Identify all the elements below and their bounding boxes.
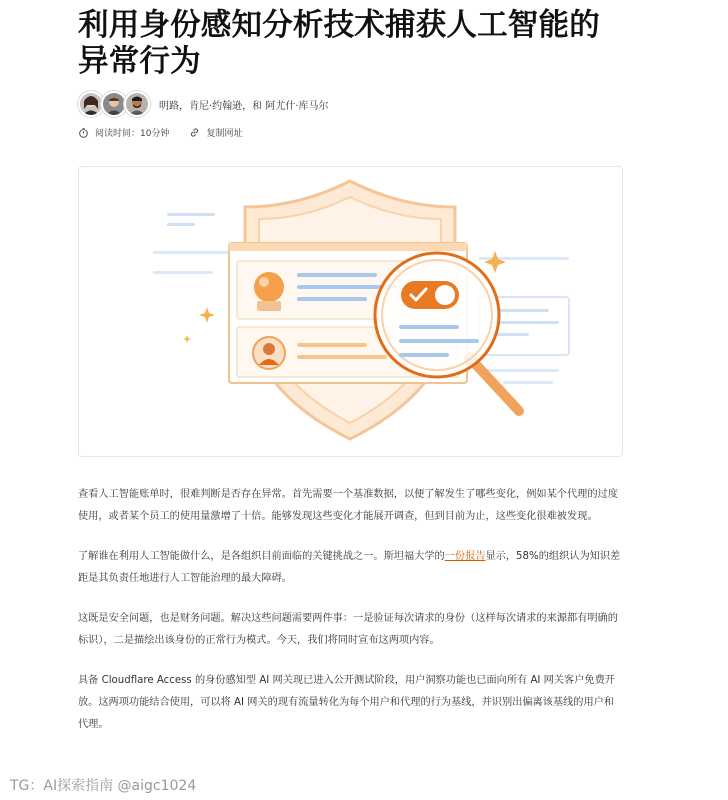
paragraph-1: 查看人工智能账单时，很难判断是否存在异常。首先需要一个基准数据，以便了解发生了哪些变化，例如某个代理的过度使用，或者某个员工的使用量激增了十倍。能够发现这些变化才能展开调查，但到目前为止，这些变化很难被发现。 — [78, 489, 618, 522]
paragraph-4: 具备 Cloudflare Access 的身份感知型 AI 网关现已进入公开测试阶段，用户洞察功能也已面向所有 AI 网关客户免费开放。这两项功能结合使用，可以将 AI 网关的现有流量转化为每个用户和代理的行为基线，并识别出偏离该基线的用户和代理。 — [78, 675, 615, 730]
link-icon — [189, 127, 200, 138]
author-avatar-3[interactable] — [124, 91, 150, 117]
toggle-icon — [401, 281, 459, 309]
crystal-ball-icon — [254, 272, 284, 311]
copy-link-button[interactable] — [189, 126, 242, 139]
report-link[interactable]: 一份报告 — [444, 551, 486, 562]
author-names: 明路，肯尼·约翰逊，和 阿尤什·库马尔 — [159, 100, 329, 112]
read-time-label: 阅读时间：10分钟 — [95, 129, 170, 139]
user-avatar-icon — [253, 337, 285, 369]
paragraph-2 — [78, 546, 623, 590]
article-body — [78, 484, 623, 754]
watermark-text: TG：AI探索指南 @aigc1024 — [10, 778, 197, 794]
stopwatch-icon — [78, 127, 89, 138]
copy-link-label[interactable]: 复制网址 — [206, 129, 243, 139]
read-time — [78, 126, 169, 139]
author-row — [78, 90, 329, 118]
paragraph-2-after: 显示，58%的组织认为知识差距是其负责任地进行人工智能治理的最大障碍。 — [78, 551, 621, 584]
paragraph-2-before: 了解谁在利用人工智能做什么，是各组织目前面临的关键挑战之一。斯坦福大学的 — [78, 551, 445, 562]
article-meta — [78, 126, 262, 139]
article-title: 利用身份感知分析技术捕获人工智能的异常行为 — [78, 8, 600, 79]
hero-illustration — [78, 166, 623, 457]
paragraph-3: 这既是安全问题，也是财务问题。解决这些问题需要两件事：一是验证每次请求的身份（这样每次请求的来源都有明确的标识），二是描绘出该身份的正常行为模式。今天，我们将同时宣布这两项内容。 — [78, 613, 618, 646]
